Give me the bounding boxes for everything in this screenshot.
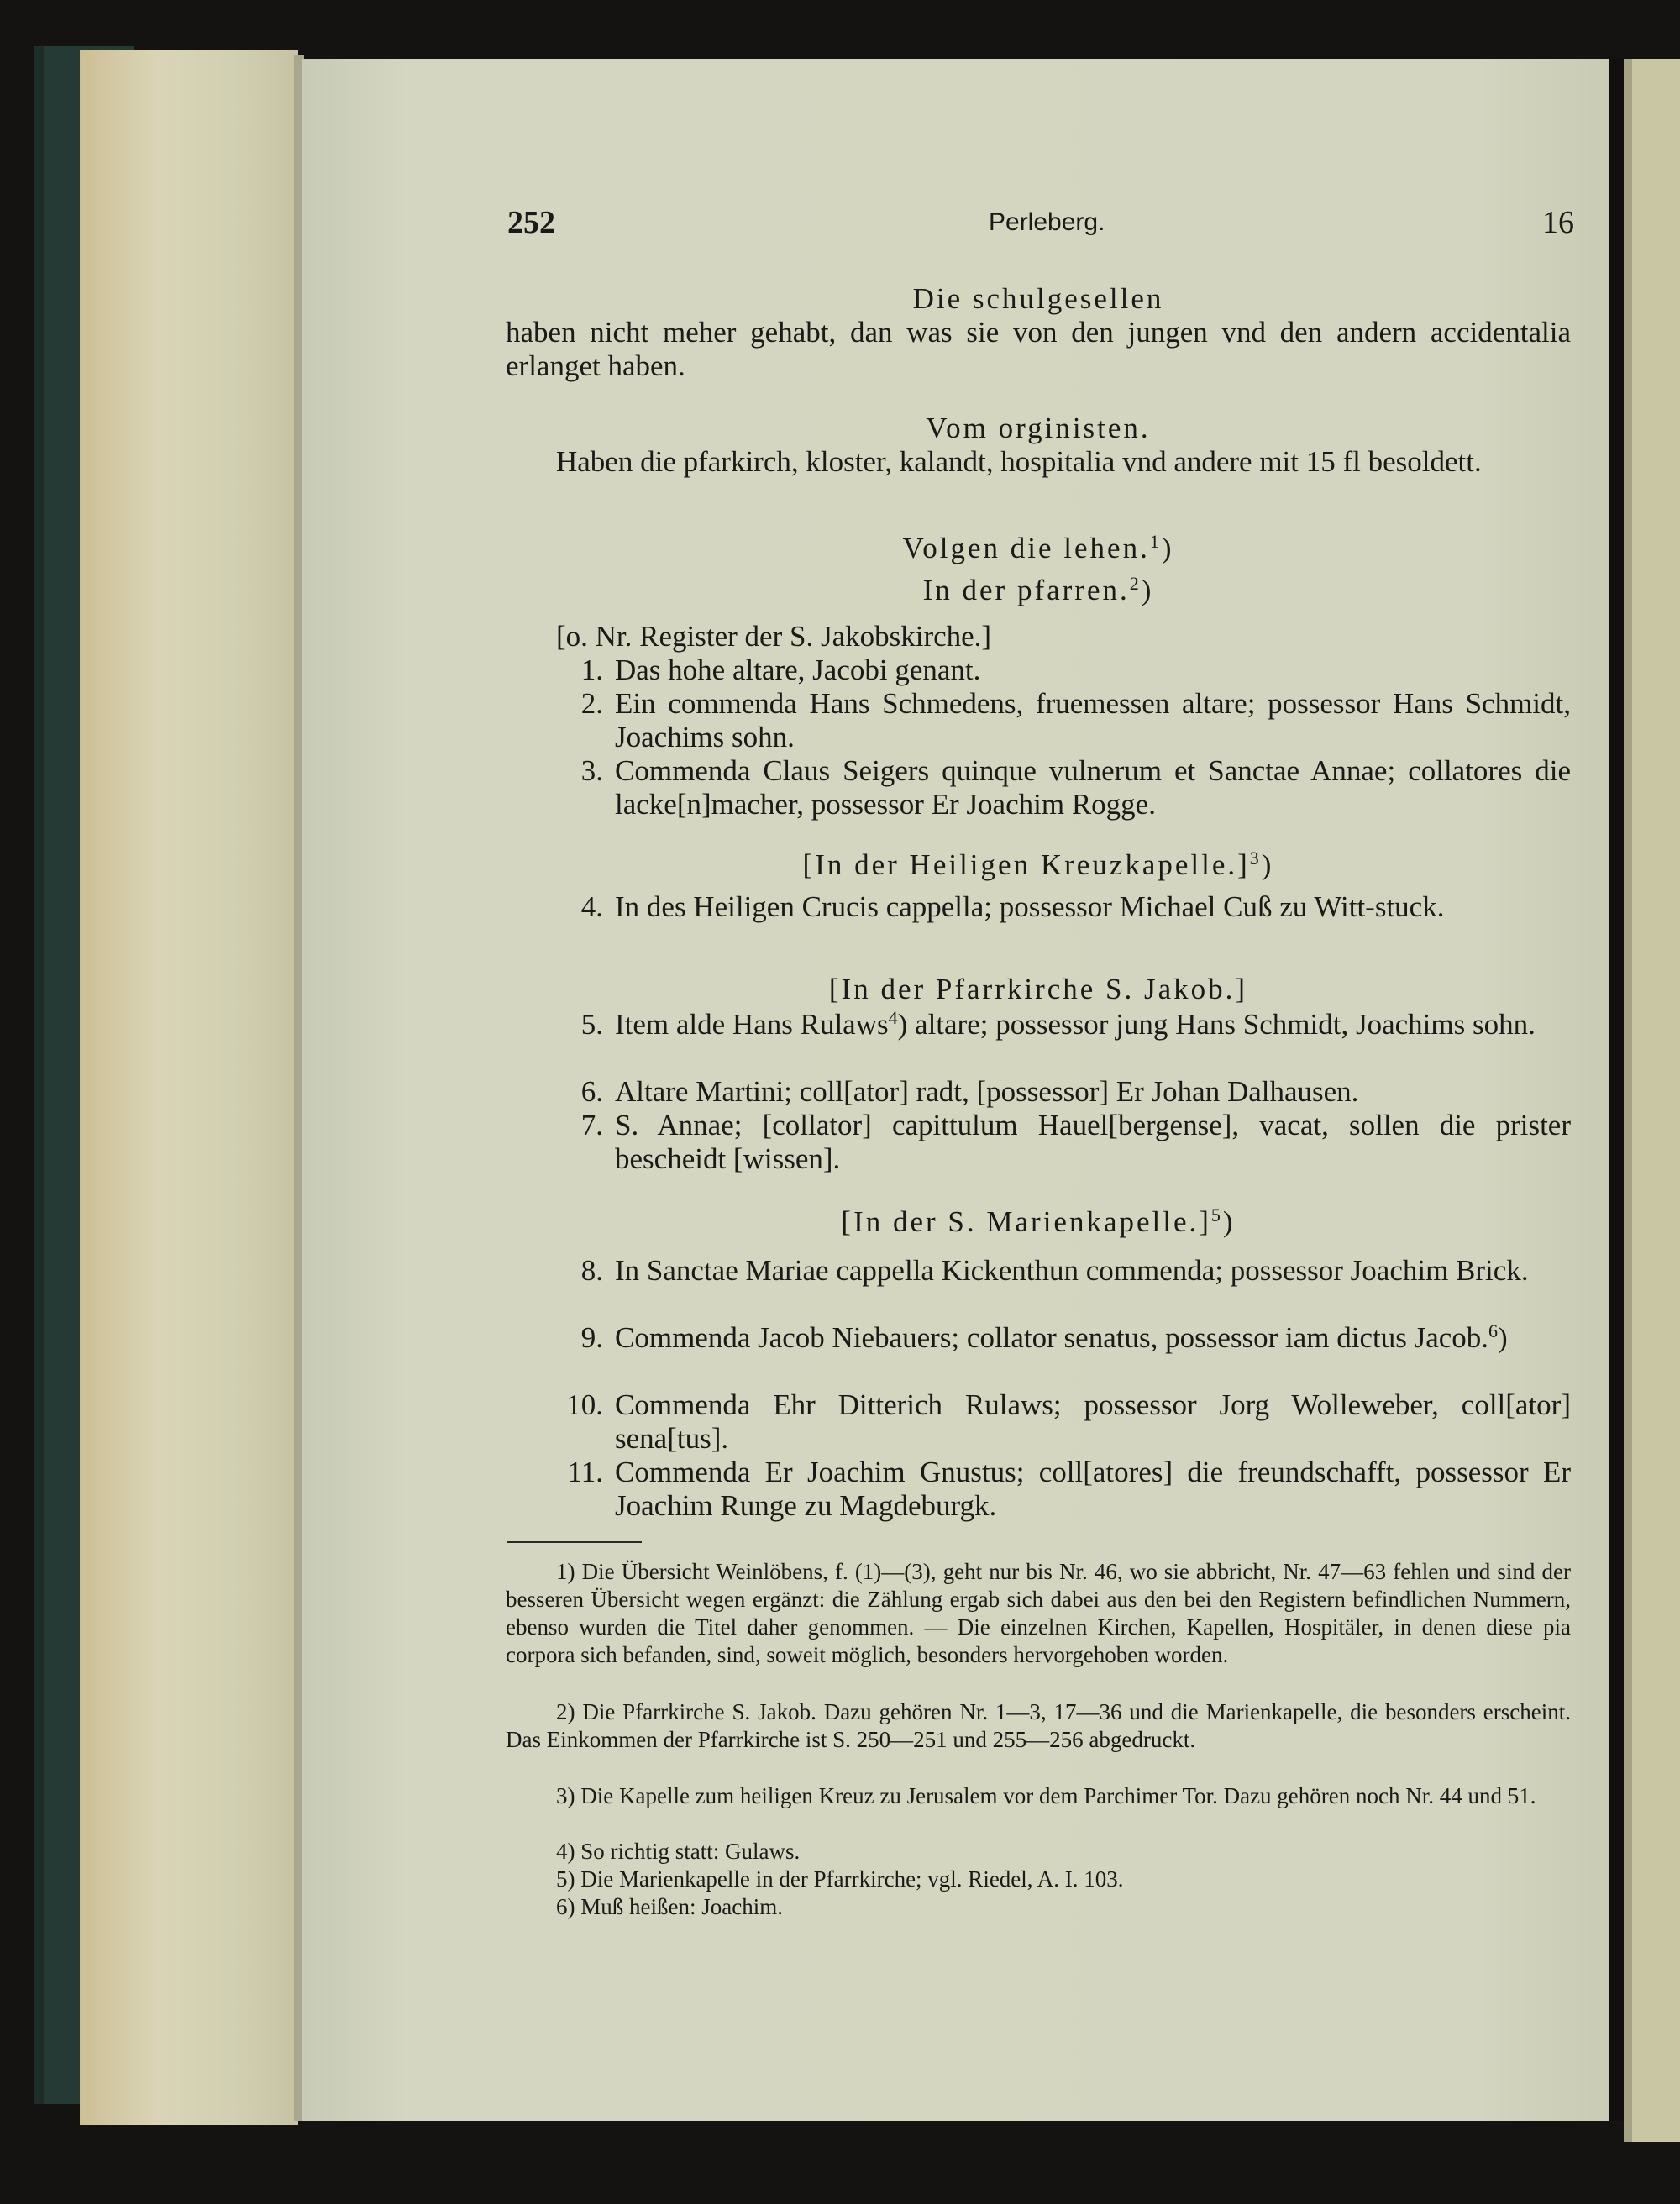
- entry-9: 9. Commenda Jacob Niebauers; collator senatus, possessor iam dictus Jacob.$^6$): [580, 1320, 1508, 1354]
- footnote-ref-2: 2: [1129, 573, 1142, 594]
- heading-organist: Vom orginisten.: [926, 412, 1151, 444]
- heading-schulgesellen: Die schulgesellen: [912, 282, 1164, 315]
- footnote-6: 6) Muß heißen: Joachim.: [556, 1894, 783, 1919]
- footnote-ref-1: 1: [1149, 531, 1162, 552]
- entry-6: 6. Altare Martini; coll[ator] radt, [possessor] Er Johan Dalhausen.: [580, 1075, 1359, 1108]
- page-number: 252: [507, 205, 555, 240]
- entry-8: 8. In Sanctae Mariae cappella Kickenthun commenda; possessor Joachim Brick.: [580, 1254, 1529, 1287]
- entry-1: 1. Das hohe altare, Jacobi genant.: [580, 653, 981, 686]
- running-head: Perleberg.: [989, 208, 1105, 236]
- signature-mark: 16: [1542, 205, 1574, 240]
- footnote-4: 4) So richtig statt: Gulaws.: [556, 1839, 801, 1864]
- entry-11: 11. Commenda Er Joachim Gnustus; coll[atores] die freundschafft, possessor Er Joachim Runge zu Magdeburgk.: [567, 1456, 1571, 1522]
- entry-5: 5. Item alde Hans Rulaws$^4$) altare; possessor jung Hans Schmidt, Joachims sohn.: [580, 1007, 1536, 1041]
- text-organist: Haben die pfarkirch, kloster, kalandt, hospitalia vnd andere mit 15 fl besoldett.: [556, 445, 1482, 478]
- page-content: [506, 202, 1574, 1949]
- footnote-ref-5: 5: [1210, 1204, 1223, 1225]
- entry-3: 3. Commenda Claus Seigers quinque vulnerum et Sanctae Annae; collatores die lacke[n]macher, possessor Er Joachim Rogge.: [580, 754, 1571, 821]
- facing-page-edge: [1624, 59, 1680, 2142]
- footnote-rule: [507, 1541, 642, 1543]
- heading-pfarren: In der pfarren.$^2$): [922, 573, 1154, 606]
- page-stack-edge: [80, 50, 298, 2125]
- entry-2: 2. Ein commenda Hans Schmedens, fruemessen altare; possessor Hans Schmidt, Joachims sohn.: [580, 687, 1571, 753]
- footnote-5: 5) Die Marienkapelle in der Pfarrkirche; vgl. Riedel, A. I. 103.: [556, 1866, 1124, 1892]
- heading-lehen: Volgen die lehen.$^1$): [902, 531, 1174, 564]
- footnote-ref-3: 3: [1249, 847, 1262, 868]
- entry-4: 4. In des Heiligen Crucis cappella; possessor Michael Cuß zu Witt-stuck.: [580, 890, 1445, 923]
- register-line: [o. Nr. Register der S. Jakobskirche.]: [556, 620, 992, 653]
- heading-kreuzkapelle: [In der Heiligen Kreuzkapelle.]$^3$): [802, 847, 1274, 881]
- footnote-ref-4: 4: [888, 1007, 898, 1028]
- footnote-1: 1) Die Übersicht Weinlöbens, f. (1)—(3), geht nur bis Nr. 46, wo sie abbricht, Nr. 47—63 fehlen und sind der besseren Übersicht wegen ergänzt: die Zählung ergab sich dabei aus den bei den Registern befindlichen Nummern, ebenso wurden die Titel daher genommen. — Die einzelnen Kirchen, Kapellen, Hospitäler, in denen diese pia corpora sich befanden, sind, soweit möglich, besonders hervorgehoben worden.: [506, 1559, 1571, 1667]
- footnote-ref-6: 6: [1488, 1320, 1499, 1341]
- entry-7: 7. S. Annae; [collator] capittulum Hauel[bergense], vacat, sollen die prister bescheidt [wissen].: [580, 1109, 1571, 1175]
- entry-10: 10. Commenda Ehr Ditterich Rulaws; possessor Jorg Wolleweber, coll[ator] sena[tus].: [566, 1388, 1571, 1455]
- footnote-2: 2) Die Pfarrkirche S. Jakob. Dazu gehören Nr. 1—3, 17—36 und die Marienkapelle, die besonders erscheint. Das Einkommen der Pfarrkirche ist S. 250—251 und 255—256 abgedruckt.: [506, 1699, 1571, 1752]
- heading-marienkapelle: [In der S. Marienkapelle.]$^5$): [841, 1204, 1236, 1238]
- heading-jakob: [In der Pfarrkirche S. Jakob.]: [828, 973, 1248, 1005]
- text-schulgesellen: haben nicht meher gehabt, dan was sie von den jungen vnd den andern accidentalia erlanget haben.: [506, 316, 1571, 382]
- footnote-3: 3) Die Kapelle zum heiligen Kreuz zu Jerusalem vor dem Parchimer Tor. Dazu gehören noch Nr. 44 und 51.: [556, 1783, 1536, 1808]
